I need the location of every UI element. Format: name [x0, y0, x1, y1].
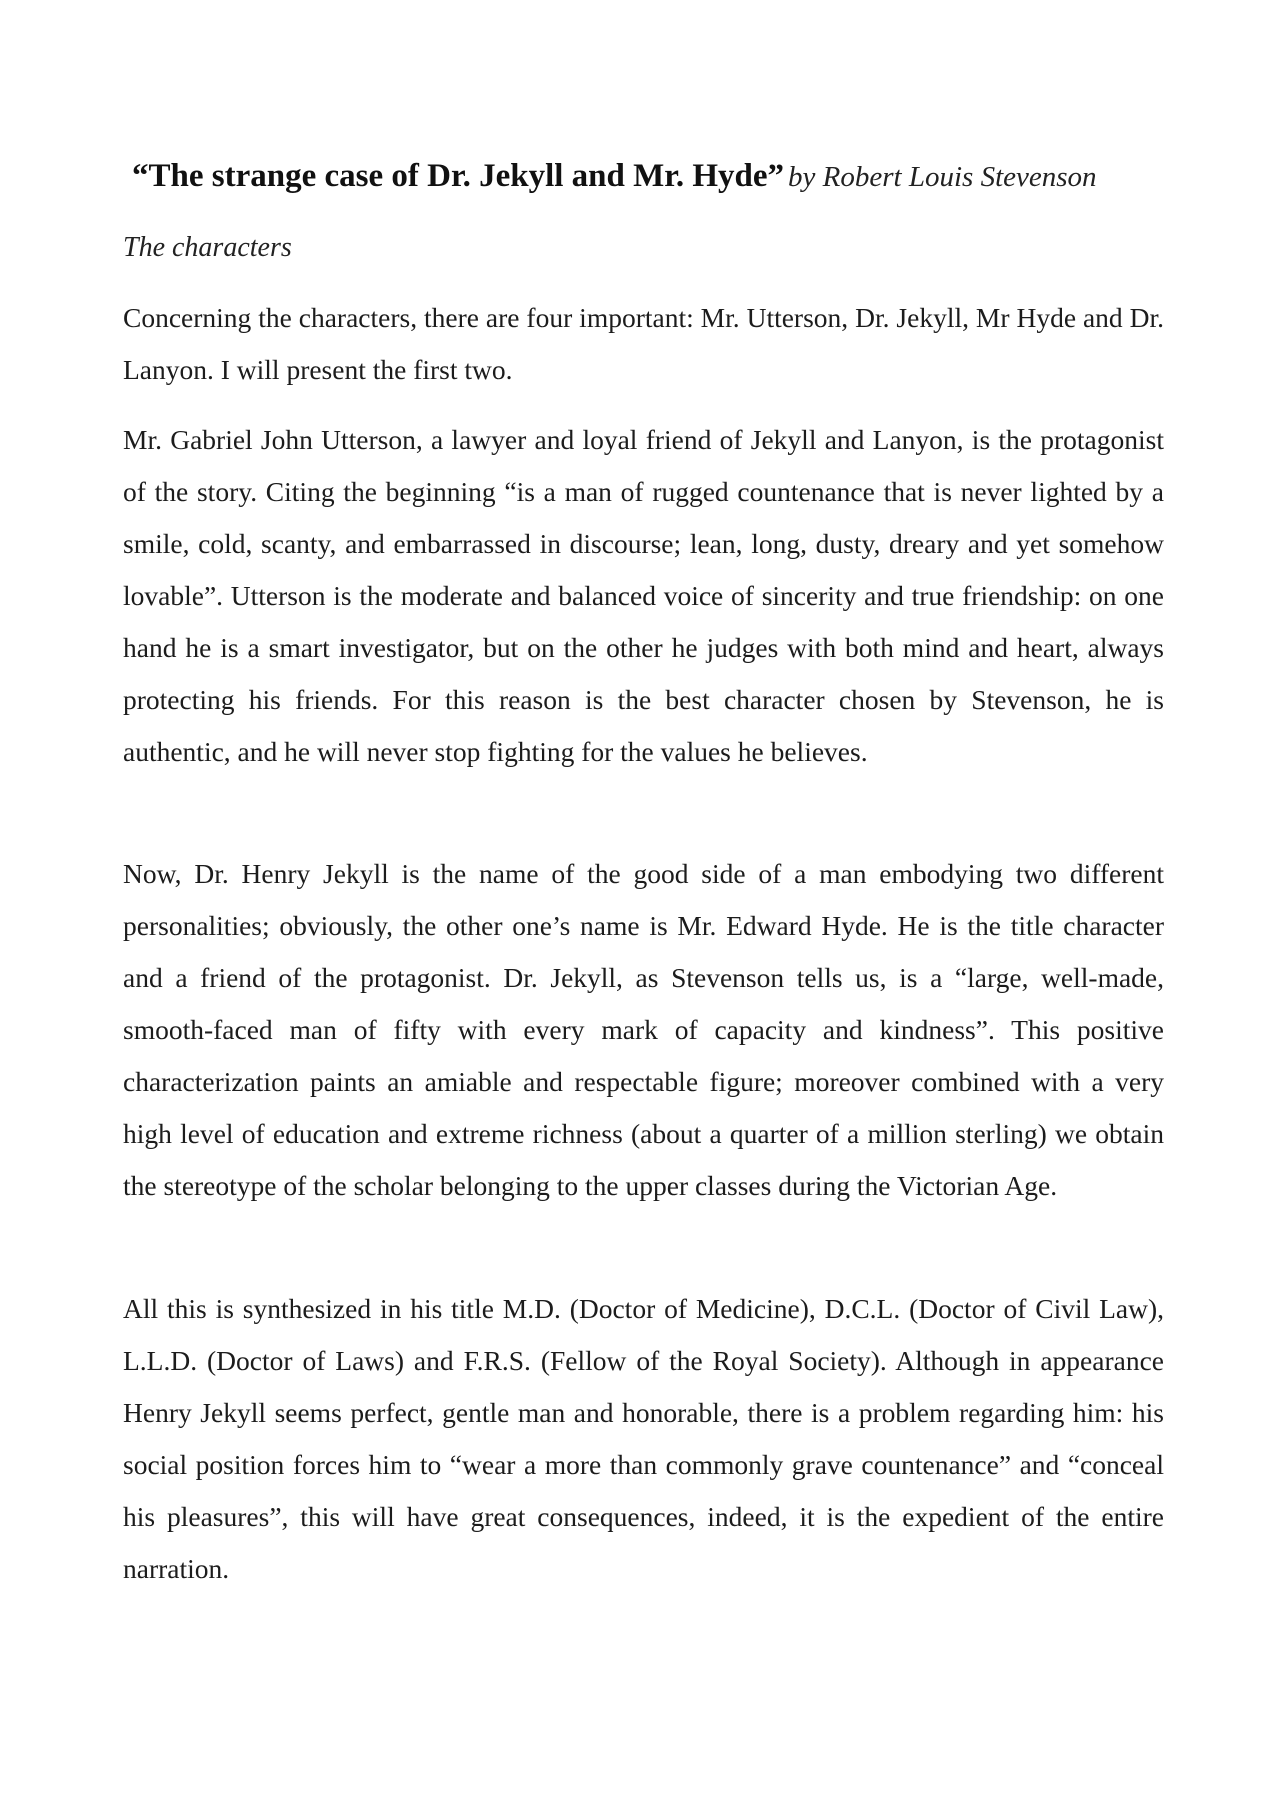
- document-title: “The strange case of Dr. Jekyll and Mr. Hyde”: [132, 158, 785, 194]
- document-byline: by Robert Louis Stevenson: [788, 161, 1097, 193]
- section-heading: The characters: [123, 232, 292, 263]
- paragraph: All this is synthesized in his title M.D. (Doctor of Medicine), D.C.L. (Doctor of Civil Law), L.L.D. (Doctor of Laws) and F.R.S. (Fellow of the Royal Society). Although in appearance Henry Jekyll seems perfect, gentle man and honorable, there is a problem regarding him: his social position forces him to “wear a more than commonly grave countenance” and “conceal his pleasures”, this will have great consequences, indeed, it is the expedient of the entire narration.: [123, 1293, 1164, 1584]
- paragraph: Mr. Gabriel John Utterson, a lawyer and loyal friend of Jekyll and Lanyon, is the protagonist of the story. Citing the beginning “is a man of rugged countenance that is never lighted by a smile, cold, scanty, and embarrassed in discourse; lean, long, dusty, dreary and yet somehow lovable”. Utterson is the moderate and balanced voice of sincerity and true friendship: on one hand he is a smart investigator, but on the other he judges with both mind and heart, always protecting his friends. For this reason is the best character chosen by Stevenson, he is authentic, and he will never stop fighting for the values he believes.: [123, 424, 1164, 767]
- paragraph: Concerning the characters, there are four important: Mr. Utterson, Dr. Jekyll, Mr Hyde and Dr. Lanyon. I will present the first two.: [123, 302, 1164, 385]
- paragraph: Now, Dr. Henry Jekyll is the name of the good side of a man embodying two different personalities; obviously, the other one’s name is Mr. Edward Hyde. He is the title character and a friend of the protagonist. Dr. Jekyll, as Stevenson tells us, is a “large, well-made, smooth-faced man of fifty with every mark of capacity and kindness”. This positive characterization paints an amiable and respectable figure; moreover combined with a very high level of education and extreme richness (about a quarter of a million sterling) we obtain the stereotype of the scholar belonging to the upper classes during the Victorian Age.: [123, 858, 1164, 1201]
- title-line: [132, 150, 1172, 208]
